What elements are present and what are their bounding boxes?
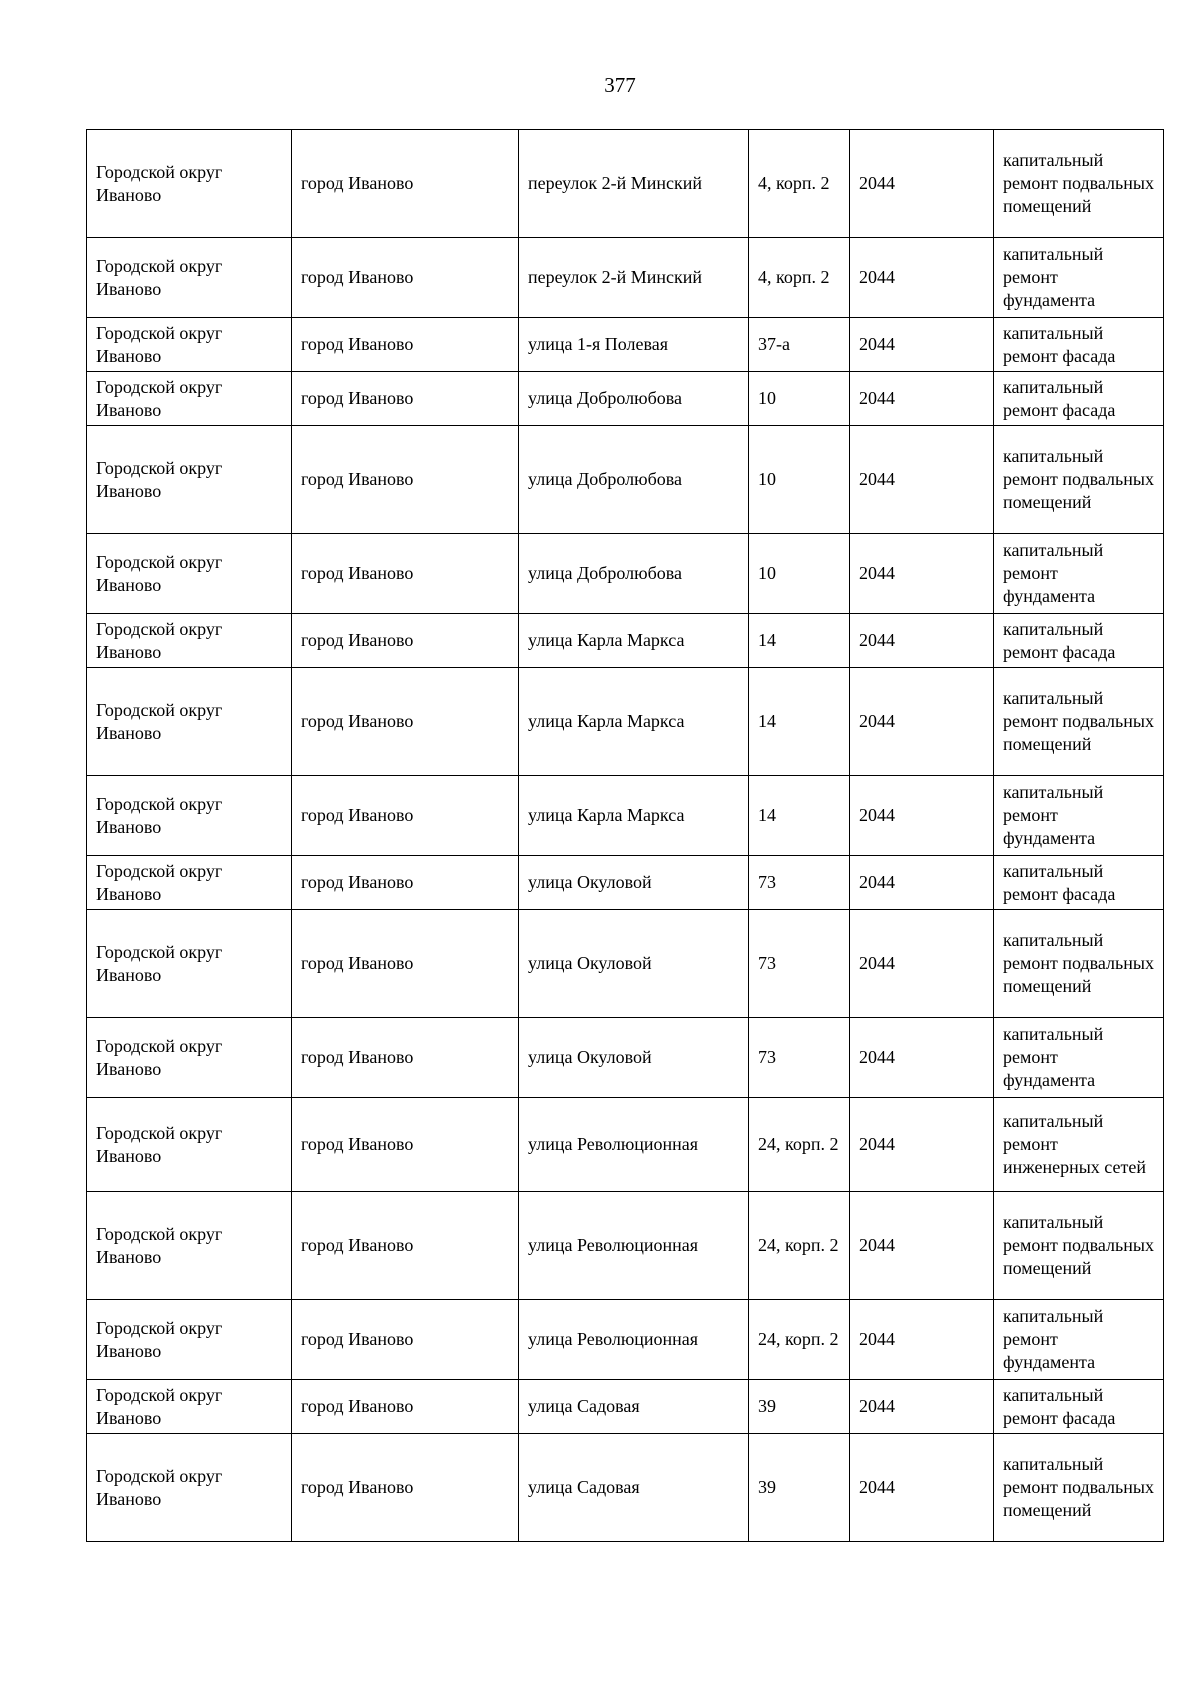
work-type-cell: капитальный ремонт фасада <box>994 372 1164 426</box>
street-cell: улица Садовая <box>519 1380 749 1434</box>
street-cell: переулок 2-й Минский <box>519 130 749 238</box>
locality-cell: город Иваново <box>292 426 519 534</box>
street-cell: улица 1-я Полевая <box>519 318 749 372</box>
house-cell: 10 <box>749 372 850 426</box>
work-type-cell: капитальный ремонт подвальных помещений <box>994 426 1164 534</box>
table-row <box>87 1018 1164 1098</box>
table-row <box>87 614 1164 668</box>
locality-cell: город Иваново <box>292 534 519 614</box>
house-cell: 73 <box>749 910 850 1018</box>
house-cell: 4, корп. 2 <box>749 238 850 318</box>
street-cell: улица Карла Маркса <box>519 668 749 776</box>
municipality-cell: Городской округ Иваново <box>87 776 292 856</box>
year-cell: 2044 <box>850 238 994 318</box>
house-cell: 39 <box>749 1434 850 1542</box>
house-cell: 10 <box>749 426 850 534</box>
house-cell: 14 <box>749 776 850 856</box>
work-type-cell: капитальный ремонт подвальных помещений <box>994 668 1164 776</box>
municipality-cell: Городской округ Иваново <box>87 1380 292 1434</box>
house-cell: 24, корп. 2 <box>749 1098 850 1192</box>
house-cell: 73 <box>749 1018 850 1098</box>
house-cell: 73 <box>749 856 850 910</box>
year-cell: 2044 <box>850 614 994 668</box>
work-type-cell: капитальный ремонт фундамента <box>994 1300 1164 1380</box>
year-cell: 2044 <box>850 856 994 910</box>
locality-cell: город Иваново <box>292 318 519 372</box>
street-cell: улица Революционная <box>519 1192 749 1300</box>
table-row <box>87 372 1164 426</box>
house-cell: 14 <box>749 668 850 776</box>
municipality-cell: Городской округ Иваново <box>87 1098 292 1192</box>
locality-cell: город Иваново <box>292 1300 519 1380</box>
street-cell: улица Окуловой <box>519 910 749 1018</box>
year-cell: 2044 <box>850 910 994 1018</box>
table-row <box>87 130 1164 238</box>
table-row <box>87 668 1164 776</box>
house-cell: 14 <box>749 614 850 668</box>
work-type-cell: капитальный ремонт инженерных сетей <box>994 1098 1164 1192</box>
work-type-cell: капитальный ремонт фундамента <box>994 1018 1164 1098</box>
street-cell: улица Окуловой <box>519 856 749 910</box>
year-cell: 2044 <box>850 318 994 372</box>
table-row <box>87 426 1164 534</box>
table-row <box>87 1434 1164 1542</box>
year-cell: 2044 <box>850 426 994 534</box>
work-type-cell: капитальный ремонт фундамента <box>994 238 1164 318</box>
municipality-cell: Городской округ Иваново <box>87 1434 292 1542</box>
work-type-cell: капитальный ремонт фасада <box>994 614 1164 668</box>
street-cell: улица Карла Маркса <box>519 776 749 856</box>
street-cell: переулок 2-й Минский <box>519 238 749 318</box>
page-number: 377 <box>604 73 636 97</box>
house-cell: 24, корп. 2 <box>749 1192 850 1300</box>
work-type-cell: капитальный ремонт фасада <box>994 1380 1164 1434</box>
table-row <box>87 856 1164 910</box>
house-cell: 4, корп. 2 <box>749 130 850 238</box>
municipality-cell: Городской округ Иваново <box>87 1018 292 1098</box>
work-type-cell: капитальный ремонт фундамента <box>994 534 1164 614</box>
house-cell: 37-а <box>749 318 850 372</box>
year-cell: 2044 <box>850 668 994 776</box>
municipality-cell: Городской округ Иваново <box>87 856 292 910</box>
table-row <box>87 1192 1164 1300</box>
locality-cell: город Иваново <box>292 130 519 238</box>
locality-cell: город Иваново <box>292 1192 519 1300</box>
year-cell: 2044 <box>850 1018 994 1098</box>
table-row <box>87 318 1164 372</box>
table-row <box>87 1380 1164 1434</box>
repair-schedule-table <box>86 129 1164 1542</box>
street-cell: улица Карла Маркса <box>519 614 749 668</box>
street-cell: улица Добролюбова <box>519 426 749 534</box>
work-type-cell: капитальный ремонт фасада <box>994 318 1164 372</box>
street-cell: улица Добролюбова <box>519 534 749 614</box>
street-cell: улица Добролюбова <box>519 372 749 426</box>
house-cell: 10 <box>749 534 850 614</box>
municipality-cell: Городской округ Иваново <box>87 318 292 372</box>
table-row <box>87 910 1164 1018</box>
year-cell: 2044 <box>850 1300 994 1380</box>
locality-cell: город Иваново <box>292 1380 519 1434</box>
year-cell: 2044 <box>850 776 994 856</box>
municipality-cell: Городской округ Иваново <box>87 130 292 238</box>
locality-cell: город Иваново <box>292 614 519 668</box>
municipality-cell: Городской округ Иваново <box>87 910 292 1018</box>
table-row <box>87 238 1164 318</box>
municipality-cell: Городской округ Иваново <box>87 372 292 426</box>
year-cell: 2044 <box>850 1098 994 1192</box>
municipality-cell: Городской округ Иваново <box>87 614 292 668</box>
street-cell: улица Окуловой <box>519 1018 749 1098</box>
locality-cell: город Иваново <box>292 372 519 426</box>
work-type-cell: капитальный ремонт фасада <box>994 856 1164 910</box>
locality-cell: город Иваново <box>292 1098 519 1192</box>
street-cell: улица Революционная <box>519 1300 749 1380</box>
table-row <box>87 534 1164 614</box>
municipality-cell: Городской округ Иваново <box>87 426 292 534</box>
year-cell: 2044 <box>850 372 994 426</box>
municipality-cell: Городской округ Иваново <box>87 668 292 776</box>
locality-cell: город Иваново <box>292 238 519 318</box>
year-cell: 2044 <box>850 1434 994 1542</box>
municipality-cell: Городской округ Иваново <box>87 1192 292 1300</box>
municipality-cell: Городской округ Иваново <box>87 238 292 318</box>
municipality-cell: Городской округ Иваново <box>87 1300 292 1380</box>
locality-cell: город Иваново <box>292 856 519 910</box>
work-type-cell: капитальный ремонт подвальных помещений <box>994 1434 1164 1542</box>
table-row <box>87 776 1164 856</box>
street-cell: улица Революционная <box>519 1098 749 1192</box>
year-cell: 2044 <box>850 1380 994 1434</box>
work-type-cell: капитальный ремонт подвальных помещений <box>994 1192 1164 1300</box>
year-cell: 2044 <box>850 1192 994 1300</box>
locality-cell: город Иваново <box>292 1434 519 1542</box>
street-cell: улица Садовая <box>519 1434 749 1542</box>
locality-cell: город Иваново <box>292 1018 519 1098</box>
table-row <box>87 1098 1164 1192</box>
year-cell: 2044 <box>850 534 994 614</box>
municipality-cell: Городской округ Иваново <box>87 534 292 614</box>
house-cell: 24, корп. 2 <box>749 1300 850 1380</box>
work-type-cell: капитальный ремонт фундамента <box>994 776 1164 856</box>
house-cell: 39 <box>749 1380 850 1434</box>
locality-cell: город Иваново <box>292 776 519 856</box>
locality-cell: город Иваново <box>292 910 519 1018</box>
work-type-cell: капитальный ремонт подвальных помещений <box>994 130 1164 238</box>
work-type-cell: капитальный ремонт подвальных помещений <box>994 910 1164 1018</box>
locality-cell: город Иваново <box>292 668 519 776</box>
table-row <box>87 1300 1164 1380</box>
year-cell: 2044 <box>850 130 994 238</box>
